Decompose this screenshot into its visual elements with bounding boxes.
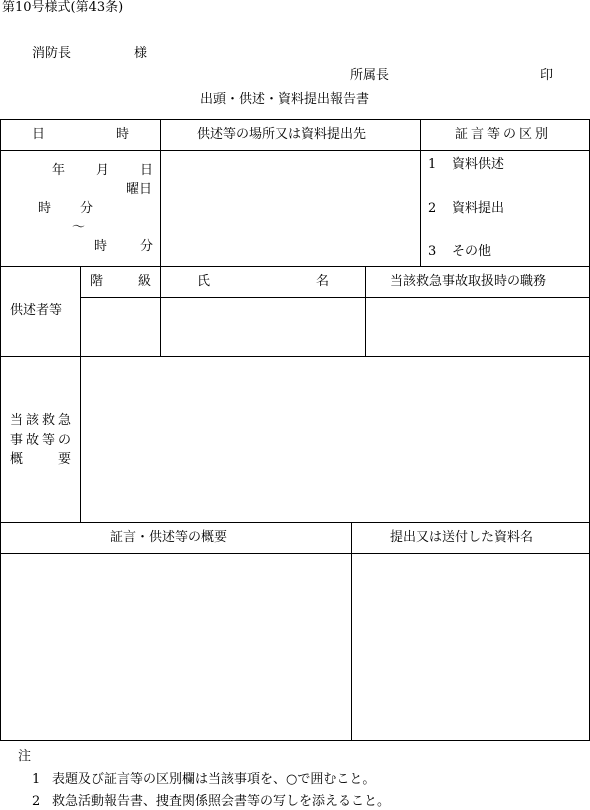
rank-header-2: 級 <box>138 274 152 289</box>
minute2-label: 分 <box>140 239 154 254</box>
incident-summary-field[interactable] <box>82 358 588 521</box>
deponent-label: 供述者等 <box>10 303 63 318</box>
affiliation-label: 所属長 <box>350 68 390 83</box>
addressee-honorific: 様 <box>134 46 148 61</box>
summary-header: 証言・供述等の概要 <box>110 530 228 545</box>
materials-field[interactable] <box>353 555 588 739</box>
name-header-2: 名 <box>316 274 330 289</box>
range-tilde: 〜 <box>72 220 86 235</box>
duty-field[interactable] <box>367 299 588 355</box>
time-header: 時 <box>116 127 130 142</box>
materials-header: 提出又は送付した資料名 <box>390 530 534 545</box>
notes-label: 注 <box>18 749 32 764</box>
form-title: 出頭・供述・資料提出報告書 <box>200 92 370 107</box>
incident-label-line3b: 要 <box>58 452 72 467</box>
category-num-1: 1 <box>428 157 437 172</box>
place-header: 供述等の場所又は資料提出先 <box>197 127 367 142</box>
note-text-1: 表題及び証言等の区別欄は当該事項を、○で囲むこと。 <box>52 772 376 787</box>
duty-header: 当該救急事故取扱時の職務 <box>390 274 547 289</box>
summary-field[interactable] <box>2 555 350 739</box>
place-field[interactable] <box>162 152 418 264</box>
weekday-label: 曜日 <box>126 182 153 197</box>
incident-label-line2: 事故等の <box>10 433 75 448</box>
addressee-title: 消防長 <box>32 46 72 61</box>
category-item-3[interactable]: その他 <box>452 244 492 259</box>
category-num-3: 3 <box>428 244 437 259</box>
note-num-1: 1 <box>32 772 41 787</box>
incident-label-line1: 当該救急 <box>10 413 75 428</box>
name-field[interactable] <box>162 299 364 355</box>
category-header: 証言等の区別 <box>455 127 552 142</box>
rank-header-1: 階 <box>90 274 104 289</box>
month-label: 月 <box>96 163 110 178</box>
category-item-2[interactable]: 資料提出 <box>452 201 505 216</box>
hour-label: 時 <box>38 201 52 216</box>
date-header: 日 <box>32 127 46 142</box>
note-text-2: 救急活動報告書、捜査関係照会書等の写しを添えること。 <box>52 794 391 809</box>
rank-field[interactable] <box>82 299 159 355</box>
seal-mark: 印 <box>540 68 554 83</box>
incident-label-line3a: 概 <box>10 452 24 467</box>
day-label: 日 <box>140 163 154 178</box>
minute-label: 分 <box>80 201 94 216</box>
name-header-1: 氏 <box>197 274 211 289</box>
form-number: 第10号様式(第43条) <box>2 0 124 15</box>
hour2-label: 時 <box>94 239 108 254</box>
category-num-2: 2 <box>428 201 437 216</box>
note-num-2: 2 <box>32 794 41 809</box>
category-item-1[interactable]: 資料供述 <box>452 157 505 172</box>
year-label: 年 <box>52 163 66 178</box>
